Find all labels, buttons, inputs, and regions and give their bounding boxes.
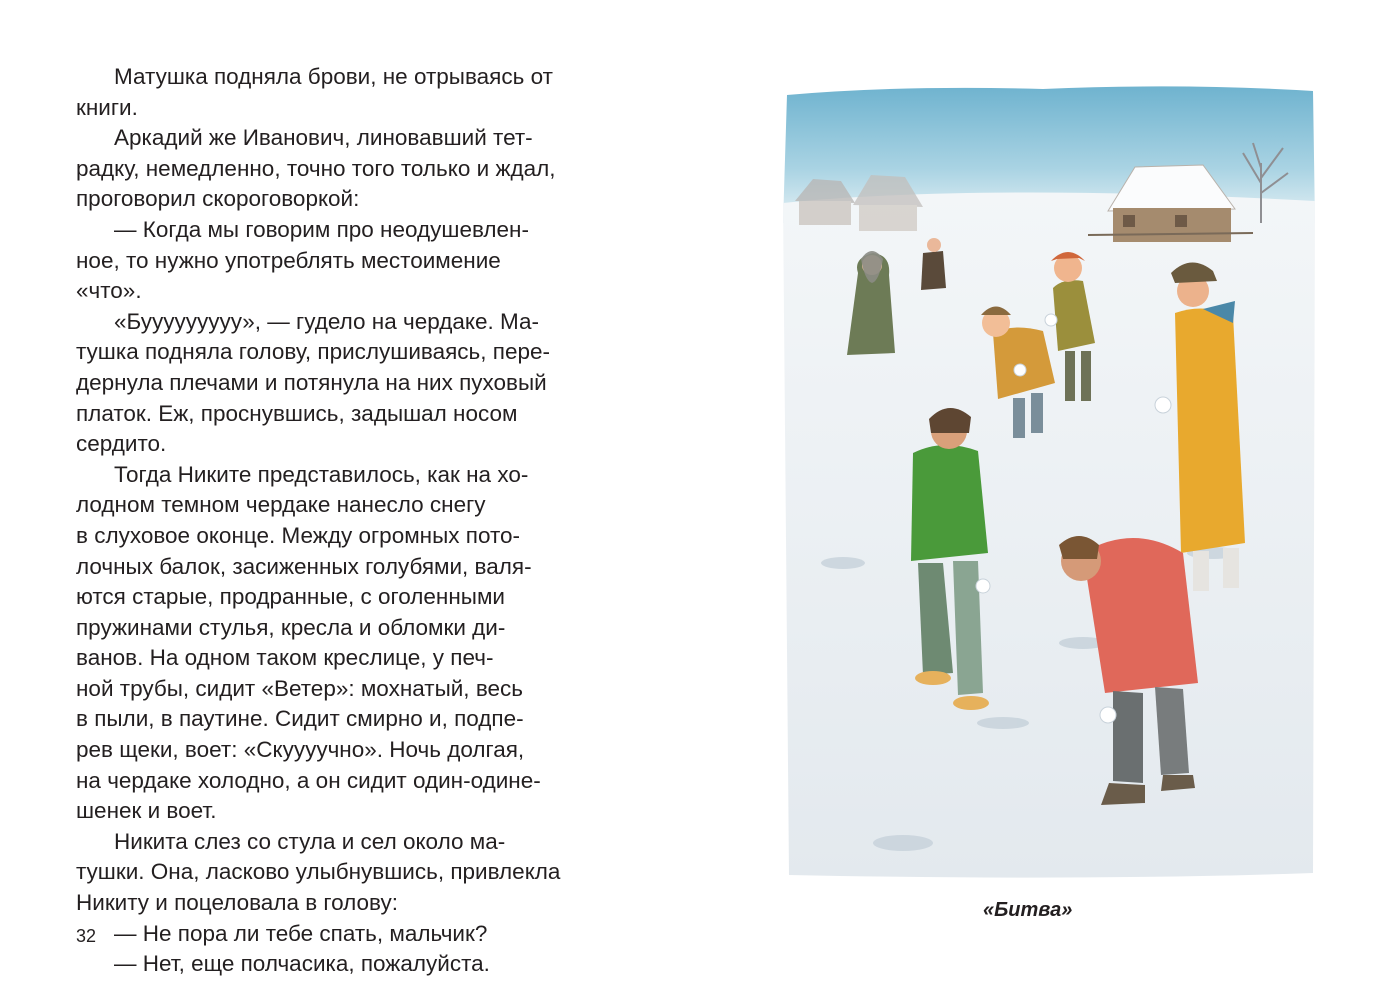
paragraph: — Когда мы говорим про неодушевлен- ное, то нужно употреблять местоимение «что». [76,216,529,304]
paragraph: Матушка подняла брови, не отрываясь от книги. [76,64,553,120]
page-number: 32 [76,926,97,946]
man-yellow-coat [1171,262,1245,591]
paragraph: Тогда Никите представилось, как на хо- лодном темном чердаке нанесло снегу в слуховое оконце. Между огромных пото- лочных балок, засиженных голубями, валя- ются старые, продранные, с оголенными пружинами стулья, кресла и обломки ди- ванов. На одном таком креслице, у печ- ной трубы, сидит «Ветер»: мохнатый, весь в пыли, в паутине. Сидит смирно и, подпе- рев щеки, воет: «Скуууучно». Ночь долгая, на чердаке холодно, а он сидит один-одине- шенек и воет. [76,461,541,824]
text-column [76,62,629,980]
paragraph: Аркадий же Иванович, линовавший тет- радку, немедленно, точно того только и ждал, проговорил скороговоркой: [76,125,556,212]
paragraph: — Не пора ли тебе спать, мальчик? [114,920,488,946]
paragraph: «Бууууууууу», — гудело на чердаке. Ма- тушка подняла голову, прислушиваясь, пере- дернула плечами и потянула на них пуховый платок. Еж, проснувшись, задышал носом сердито. [76,308,550,457]
illustration-caption: «Битва» [983,899,1073,921]
paragraph: Никита слез со стула и сел около ма- тушки. Она, ласково улыбнувшись, привлекла Никиту и поцеловала в голову: [76,828,561,916]
snowball-fight-illustration [783,83,1315,878]
paragraph: — Нет, еще полчасика, пожалуйста. [114,951,490,977]
body-text [76,62,629,980]
